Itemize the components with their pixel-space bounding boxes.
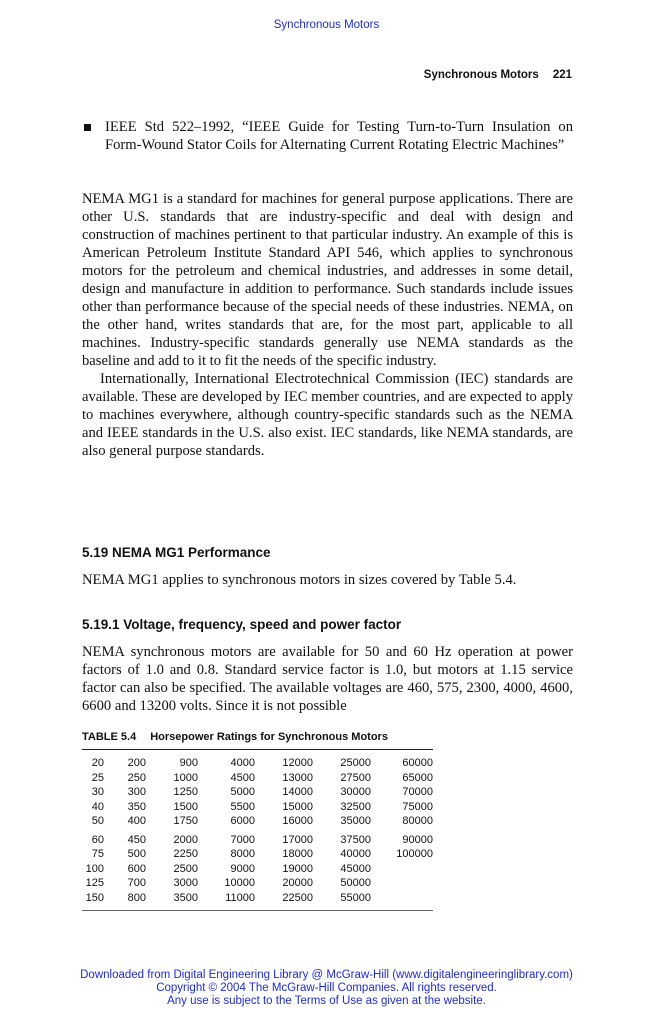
table-cell: 5500 bbox=[230, 800, 255, 813]
horsepower-table bbox=[82, 756, 433, 905]
table-cell: 60 bbox=[91, 833, 104, 846]
table-cell: 14000 bbox=[282, 786, 313, 798]
table-cell: 250 bbox=[127, 771, 146, 784]
table-cell: 18000 bbox=[282, 848, 313, 860]
table-cell: 20 bbox=[91, 757, 104, 769]
table-cell: 30 bbox=[91, 786, 104, 798]
table-cell: 900 bbox=[179, 757, 198, 769]
table-cell: 10000 bbox=[224, 877, 255, 889]
table-cell: 2000 bbox=[173, 833, 198, 846]
table-row bbox=[82, 756, 433, 771]
running-title: Synchronous Motors bbox=[423, 69, 539, 81]
table-cell: 1750 bbox=[173, 815, 198, 827]
table-cell: 90000 bbox=[402, 833, 433, 846]
table-cell: 50 bbox=[91, 815, 104, 827]
table-cell: 8000 bbox=[230, 848, 255, 860]
table-row bbox=[82, 829, 433, 848]
table-cell: 17000 bbox=[282, 833, 313, 846]
paragraph-iec: Internationally, International Electrotechnical Commission (IEC) standards are available. These are developed by IEC member countries, and are expected to apply to machines everywhere, although country-specific standards such as the NEMA and IEEE standards in the U.S. also exist. IEC standards, like NEMA standards, are also general purpose standards. bbox=[82, 371, 573, 459]
table-row bbox=[82, 876, 433, 891]
table-cell: 45000 bbox=[340, 862, 371, 875]
table-cell: 5000 bbox=[230, 786, 255, 798]
table-row bbox=[82, 847, 433, 862]
table-cell: 3500 bbox=[173, 891, 198, 904]
table-cell: 35000 bbox=[340, 815, 371, 827]
table-cell: 40000 bbox=[340, 848, 371, 860]
intro-paragraphs bbox=[82, 190, 573, 460]
footer-copyright bbox=[0, 969, 653, 1008]
table-cell: 150 bbox=[85, 891, 104, 904]
table-cell: 4000 bbox=[230, 757, 255, 769]
table-cell: 3000 bbox=[173, 877, 198, 889]
table-row bbox=[82, 814, 433, 829]
table-cell: 500 bbox=[127, 848, 146, 860]
bullet-list-item bbox=[82, 118, 573, 154]
table-cell: 11000 bbox=[225, 891, 255, 904]
bullet-square-icon bbox=[84, 124, 91, 131]
table-cell bbox=[371, 876, 433, 891]
table-cell: 12000 bbox=[282, 757, 313, 769]
table-cell: 400 bbox=[127, 815, 146, 827]
table-cell: 6000 bbox=[230, 815, 255, 827]
section-heading-5-19-1: 5.19.1 Voltage, frequency, speed and power factor bbox=[82, 617, 402, 632]
table-cell: 30000 bbox=[340, 786, 371, 798]
table-cell: 1500 bbox=[173, 800, 198, 813]
table-cell: 300 bbox=[127, 786, 146, 798]
paragraph-nema-mg1: NEMA MG1 is a standard for machines for general purpose applications. There are other U.S. standards that are industry-specific and deal with design and construction of machines pertinent to that particular industry. An example of this is American Petroleum Institute Standard API 546, which applies to synchronous motors for the petroleum and chemical industries, and addresses in some detail, design and manufacture in addition to performance. Such standards include issues other than performance because of the special needs of these industries. NEMA, on the other hand, writes standards that are, for the most part, applicable to all machines. Industry-specific standards generally use NEMA standards as the baseline and add to it to fit the needs of the specific industry. bbox=[82, 191, 573, 369]
table-cell: 100 bbox=[85, 862, 104, 875]
table-cell: 25 bbox=[91, 771, 104, 784]
table-cell: 80000 bbox=[402, 815, 433, 827]
table-title: Horsepower Ratings for Synchronous Motors bbox=[150, 731, 388, 743]
table-row bbox=[82, 785, 433, 800]
table-cell: 1000 bbox=[173, 771, 198, 784]
table-cell: 350 bbox=[127, 800, 146, 813]
table-cell: 20000 bbox=[282, 877, 313, 889]
page-number: 221 bbox=[552, 69, 572, 81]
table-cell: 9000 bbox=[230, 862, 255, 875]
table-cell: 200 bbox=[127, 757, 146, 769]
table-cell: 13000 bbox=[282, 771, 313, 784]
table-cell: 100000 bbox=[396, 848, 433, 860]
table-cell: 7000 bbox=[230, 833, 255, 846]
table-cell: 2250 bbox=[173, 848, 198, 860]
table-cell: 4500 bbox=[230, 771, 255, 784]
table-cell: 1250 bbox=[173, 786, 198, 798]
table-cell: 19000 bbox=[282, 862, 313, 875]
table-row bbox=[82, 771, 433, 786]
table-cell: 37500 bbox=[340, 833, 371, 846]
table-cell bbox=[371, 862, 433, 877]
table-cell: 125 bbox=[85, 877, 104, 889]
table-cell: 450 bbox=[127, 833, 146, 846]
table-cell: 15000 bbox=[282, 800, 313, 813]
section-5-19-1-body: NEMA synchronous motors are available for 50 and 60 Hz operation at power factors of 1.0 and 0.8. Standard service factor is 1.0, but motors at 1.15 service factor can also be specified. The available voltages are 460, 575, 2300, 4000, 4600, 6600 and 13200 volts. Since it is not possible bbox=[82, 644, 573, 714]
table-cell: 600 bbox=[127, 862, 146, 875]
table-cell: 75000 bbox=[402, 800, 433, 813]
table-cell: 70000 bbox=[402, 786, 433, 798]
table-row bbox=[82, 862, 433, 877]
table-cell: 40 bbox=[91, 800, 104, 813]
table-caption bbox=[82, 731, 388, 743]
table-cell: 27500 bbox=[340, 771, 371, 784]
table-row bbox=[82, 800, 433, 815]
table-cell: 50000 bbox=[340, 877, 371, 889]
bullet-text: IEEE Std 522–1992, “IEEE Guide for Testing Turn-to-Turn Insulation on Form-Wound Stator Coils for Alternating Current Rotating Electric Machines” bbox=[105, 119, 573, 153]
table-cell: 60000 bbox=[402, 757, 433, 769]
section-heading-5-19: 5.19 NEMA MG1 Performance bbox=[82, 545, 271, 560]
table-cell: 22500 bbox=[282, 891, 313, 904]
section-5-19-body: NEMA MG1 applies to synchronous motors in sizes covered by Table 5.4. bbox=[82, 572, 517, 588]
table-cell: 16000 bbox=[282, 815, 313, 827]
table-cell: 25000 bbox=[340, 757, 371, 769]
table-cell: 65000 bbox=[402, 771, 433, 784]
table-top-rule bbox=[82, 749, 433, 750]
table-cell: 700 bbox=[127, 877, 146, 889]
table-cell: 2500 bbox=[173, 862, 198, 875]
table-cell: 800 bbox=[127, 891, 146, 904]
table-cell: 75 bbox=[91, 848, 104, 860]
table-cell bbox=[371, 891, 433, 906]
top-header-link[interactable]: Synchronous Motors bbox=[273, 19, 380, 31]
table-bottom-rule bbox=[82, 910, 433, 911]
table-cell: 32500 bbox=[340, 800, 371, 813]
footer-download-link[interactable]: Downloaded from Digital Engineering Library @ McGraw-Hill (www.digitalengineeringlibrary.com) bbox=[80, 969, 573, 981]
table-label: TABLE 5.4 bbox=[82, 731, 137, 743]
table-cell: 55000 bbox=[340, 891, 371, 904]
table-row bbox=[82, 891, 433, 906]
footer-copyright-line: Copyright © 2004 The McGraw-Hill Companies. All rights reserved. bbox=[156, 982, 497, 994]
footer-terms-line[interactable]: Any use is subject to the Terms of Use as given at the website. bbox=[167, 995, 486, 1007]
running-head bbox=[424, 69, 572, 81]
